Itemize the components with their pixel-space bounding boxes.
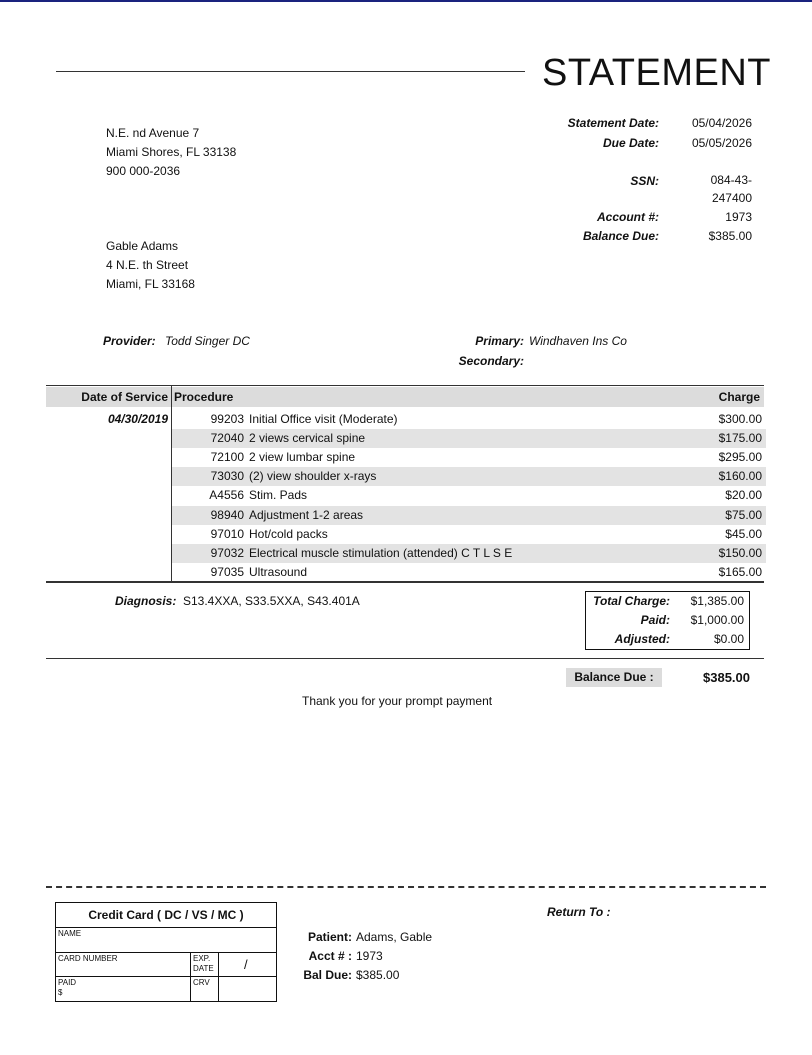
paid-label: Paid: xyxy=(640,613,670,627)
cc-exp-label: EXP. xyxy=(193,954,211,963)
header-rule xyxy=(56,71,525,72)
procedure-charge: $300.00 xyxy=(718,412,762,426)
table-row xyxy=(172,544,766,563)
totals-box xyxy=(585,591,750,650)
table-top-rule xyxy=(46,385,764,386)
primary-insurance-label: Primary: xyxy=(475,334,524,348)
procedure-description: Electrical muscle stimulation (attended) C T L S E xyxy=(249,546,513,560)
sender-address-line2: Miami Shores, FL 33138 xyxy=(106,145,237,159)
procedure-code: 97032 xyxy=(210,546,244,560)
recipient-address-line1: 4 N.E. th Street xyxy=(106,258,189,272)
table-bottom-rule xyxy=(46,581,764,583)
procedure-charge: $295.00 xyxy=(718,450,762,464)
cc-exp-date-field[interactable]: / xyxy=(244,957,248,972)
statement-date-value: 05/04/2026 xyxy=(691,116,752,130)
procedure-charge: $45.00 xyxy=(725,527,762,541)
procedure-charge: $175.00 xyxy=(718,431,762,445)
table-row xyxy=(172,563,766,582)
account-value: 1973 xyxy=(725,210,752,224)
return-to-label: Return To : xyxy=(547,905,611,919)
table-row xyxy=(172,525,766,544)
cc-name-field[interactable]: NAME xyxy=(58,929,82,938)
due-date-value: 05/05/2026 xyxy=(691,136,752,150)
procedure-description: (2) view shoulder x-rays xyxy=(249,469,377,483)
total-charge-label: Total Charge: xyxy=(593,594,670,608)
provider-name: Todd Singer DC xyxy=(165,334,250,348)
procedure-code: A4556 xyxy=(209,488,244,502)
totals-rule xyxy=(46,658,764,659)
procedure-charge: $160.00 xyxy=(718,469,762,483)
procedure-description: 2 view lumbar spine xyxy=(249,450,356,464)
diagnosis-label: Diagnosis: xyxy=(115,594,177,608)
cc-card-number-field[interactable]: CARD NUMBER xyxy=(58,954,118,963)
ssn-value-line1: 084-43- xyxy=(710,173,752,187)
adjusted-label: Adjusted: xyxy=(614,632,670,646)
credit-card-title: Credit Card ( DC / VS / MC ) xyxy=(88,908,244,922)
cc-divider xyxy=(56,952,276,953)
procedure-description: Stim. Pads xyxy=(249,488,308,502)
statement-date-label: Statement Date: xyxy=(567,116,659,130)
cc-divider xyxy=(56,927,276,928)
top-border xyxy=(0,0,812,2)
balance-due-final-label: Balance Due : xyxy=(566,668,662,687)
due-date-label: Due Date: xyxy=(602,136,659,150)
procedure-code: 98940 xyxy=(210,508,244,522)
procedure-description: Initial Office visit (Moderate) xyxy=(249,412,398,426)
statement-title: STATEMENT xyxy=(542,52,771,94)
sender-phone: 900 000-2036 xyxy=(106,164,181,178)
date-of-service: 04/30/2019 xyxy=(107,412,168,426)
col-header-date: Date of Service xyxy=(81,390,168,404)
secondary-insurance-label: Secondary: xyxy=(458,354,524,368)
cc-paid-field[interactable]: PAID xyxy=(58,978,77,987)
patient-value: Adams, Gable xyxy=(356,930,433,944)
acct-value: 1973 xyxy=(356,949,383,963)
cc-divider xyxy=(56,976,276,977)
recipient-name: Gable Adams xyxy=(106,239,179,253)
procedure-charge: $150.00 xyxy=(718,546,762,560)
total-charge-value: $1,385.00 xyxy=(690,594,744,608)
procedure-code: 72040 xyxy=(210,431,244,445)
thank-you-message: Thank you for your prompt payment xyxy=(302,694,493,708)
ssn-value-line2: 247400 xyxy=(711,191,752,205)
procedure-code: 97035 xyxy=(210,565,244,579)
adjusted-value: $0.00 xyxy=(713,632,744,646)
col-header-charge: Charge xyxy=(718,390,760,404)
table-row xyxy=(172,506,766,525)
procedure-code: 73030 xyxy=(210,469,244,483)
balance-due-label: Balance Due: xyxy=(582,229,659,243)
table-row xyxy=(172,467,766,486)
procedure-charge: $20.00 xyxy=(725,488,762,502)
balance-due-value: $385.00 xyxy=(708,229,752,243)
table-row xyxy=(172,486,766,505)
sender-address-line1: N.E. nd Avenue 7 xyxy=(106,126,200,140)
bal-due-value: $385.00 xyxy=(356,968,400,982)
cc-paid-currency: $ xyxy=(58,988,63,997)
cc-exp-label-2: DATE xyxy=(193,964,214,973)
paid-value: $1,000.00 xyxy=(690,613,744,627)
primary-insurance-value: Windhaven Ins Co xyxy=(529,334,627,348)
balance-due-final-value: $385.00 xyxy=(703,670,750,685)
procedure-code: 97010 xyxy=(210,527,244,541)
account-label: Account #: xyxy=(596,210,659,224)
diagnosis-codes: S13.4XXA, S33.5XXA, S43.401A xyxy=(183,594,360,608)
table-row xyxy=(172,410,766,429)
procedure-description: 2 views cervical spine xyxy=(249,431,366,445)
tear-off-line xyxy=(46,886,766,888)
procedure-description: Hot/cold packs xyxy=(249,527,328,541)
table-row xyxy=(172,448,766,467)
acct-label: Acct # : xyxy=(308,949,352,963)
procedure-charge: $75.00 xyxy=(725,508,762,522)
procedure-code: 72100 xyxy=(210,450,244,464)
col-header-procedure: Procedure xyxy=(174,390,234,404)
cc-crv-field[interactable]: CRV xyxy=(193,978,210,987)
provider-label: Provider: xyxy=(103,334,156,348)
recipient-address-line2: Miami, FL 33168 xyxy=(106,277,195,291)
patient-label: Patient: xyxy=(307,930,352,944)
procedure-description: Ultrasound xyxy=(249,565,308,579)
procedure-charge: $165.00 xyxy=(718,565,762,579)
table-row xyxy=(172,429,766,448)
bal-due-label: Bal Due: xyxy=(303,968,352,982)
procedure-code: 99203 xyxy=(210,412,244,426)
procedure-description: Adjustment 1-2 areas xyxy=(249,508,364,522)
credit-card-box xyxy=(55,902,277,1002)
ssn-label: SSN: xyxy=(630,174,659,188)
